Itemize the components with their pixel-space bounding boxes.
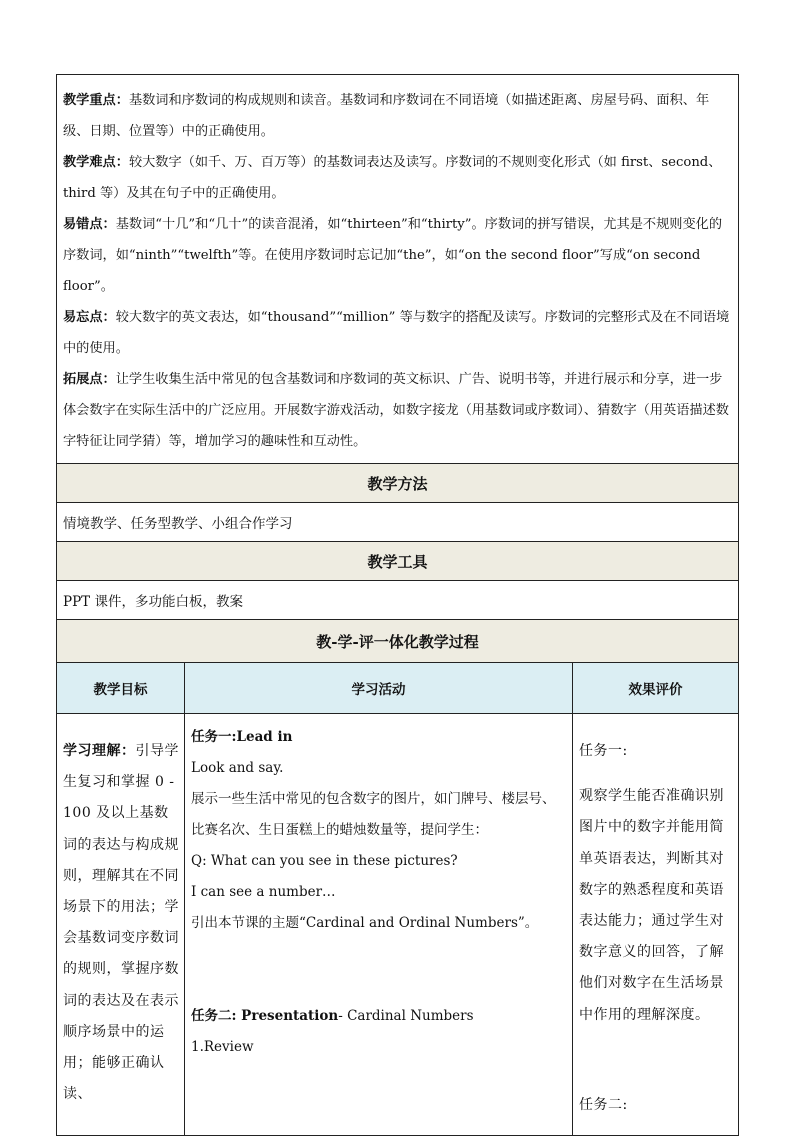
goal-label: 学习理解： [63, 743, 136, 759]
forget-points-label: 易忘点： [63, 310, 116, 325]
evaluation-spacer-1 [579, 1045, 734, 1076]
activity-cell [185, 714, 573, 1136]
task1-line1: Look and say. [191, 760, 284, 776]
forget-points-text: 较大数字的英文表达，如“thousand”“million” 等与数字的搭配及读写。序数词的完整形式及在不同语境中的使用。 [63, 310, 730, 356]
key-points-text: 基数词和序数词的构成规则和读音。基数词和序数词在不同语境（如描述距离、房屋号码、面积、年级、日期、位置等）中的正确使用。 [63, 93, 710, 139]
key-points-paragraph [63, 85, 732, 147]
activity-spacer-1 [191, 939, 566, 970]
process-heading: 教-学-评一体化教学过程 [57, 620, 739, 663]
difficult-points-text: 较大数字（如千、万、百万等）的基数词表达及读写。序数词的不规则变化形式（如 first、second、third 等）及其在句子中的正确使用。 [63, 155, 722, 201]
lesson-plan-page [56, 74, 738, 1136]
goal-paragraph [63, 736, 180, 1110]
activity-spacer-2 [191, 970, 566, 1001]
error-points-label: 易错点： [63, 217, 116, 232]
task2-line1: 1.Review [191, 1039, 254, 1055]
error-points-text: 基数词“十几”和“几十”的读音混淆，如“thirteen”和“thirty”。序数词的拼写错误，尤其是不规则变化的序数词，如“ninth”“twelfth”等。在使用序数词时忘记加“the”，如“on the second floor”写成“on second floor”。 [63, 217, 723, 294]
tools-heading: 教学工具 [57, 542, 739, 581]
extend-points-label: 拓展点： [63, 372, 116, 387]
goal-text: 引导学生复习和掌握 0 - 100 及以上基数词的表达与构成规则，理解其在不同场景下的用法；学会基数词变序数词的规则，掌握序数词的表达及在表示顺序场景中的运用；能够正确认读、 [63, 743, 179, 1103]
eval-task1-text: 观察学生能否准确识别图片中的数字并能用简单英语表达，判断其对数字的熟悉程度和英语表达能力；通过学生对数字意义的回答，了解他们对数字在生活场景中作用的理解深度。 [579, 788, 724, 1023]
extend-points-paragraph [63, 364, 732, 457]
difficult-points-label: 教学难点： [63, 155, 129, 170]
process-content-row [57, 714, 739, 1136]
tools-row [57, 581, 739, 620]
focus-cell [57, 75, 739, 464]
eval-task2-label: 任务二: [579, 1096, 628, 1113]
task2-title [191, 1001, 566, 1032]
task2-title-rest: - Cardinal Numbers [338, 1008, 474, 1024]
goal-cell [57, 714, 185, 1136]
process-heading-row [57, 620, 739, 663]
task2-title-bold: 任务二: Presentation [191, 1008, 339, 1024]
key-points-label: 教学重点： [63, 93, 129, 108]
task1-line2: 展示一些生活中常见的包含数字的图片，如门牌号、楼层号、比赛名次、生日蛋糕上的蜡烛数量等，提问学生： [191, 791, 556, 838]
error-points-paragraph [63, 209, 732, 302]
evaluation-cell [573, 714, 739, 1136]
tools-heading-row [57, 542, 739, 581]
focus-row [57, 75, 739, 464]
process-column-header-row [57, 663, 739, 714]
lesson-plan-table [56, 74, 739, 1136]
task1-question: Q: What can you see in these pictures? [191, 853, 458, 869]
column-header-activity: 学习活动 [185, 663, 573, 714]
task1-title: 任务一:Lead in [191, 729, 293, 745]
methods-row [57, 503, 739, 542]
eval-task1-label: 任务一: [579, 743, 628, 759]
column-header-evaluation: 效果评价 [573, 663, 739, 714]
extend-points-text: 让学生收集生活中常见的包含基数词和序数词的英文标识、广告、说明书等，并进行展示和分享，进一步体会数字在实际生活中的广泛应用。开展数字游戏活动，如数字接龙（用基数词或序数词）、猜数字（用英语描述数字特征让同学猜）等，增加学习的趣味性和互动性。 [63, 372, 729, 449]
column-header-goal: 教学目标 [57, 663, 185, 714]
methods-heading: 教学方法 [57, 464, 739, 503]
difficult-points-paragraph [63, 147, 732, 209]
forget-points-paragraph [63, 302, 732, 364]
task1-answer: I can see a number… [191, 884, 336, 900]
methods-heading-row [57, 464, 739, 503]
methods-text: 情境教学、任务型教学、小组合作学习 [57, 503, 739, 542]
task1-line3: 引出本节课的主题“Cardinal and Ordinal Numbers”。 [191, 915, 539, 931]
tools-text: PPT 课件，多功能白板，教案 [57, 581, 739, 620]
